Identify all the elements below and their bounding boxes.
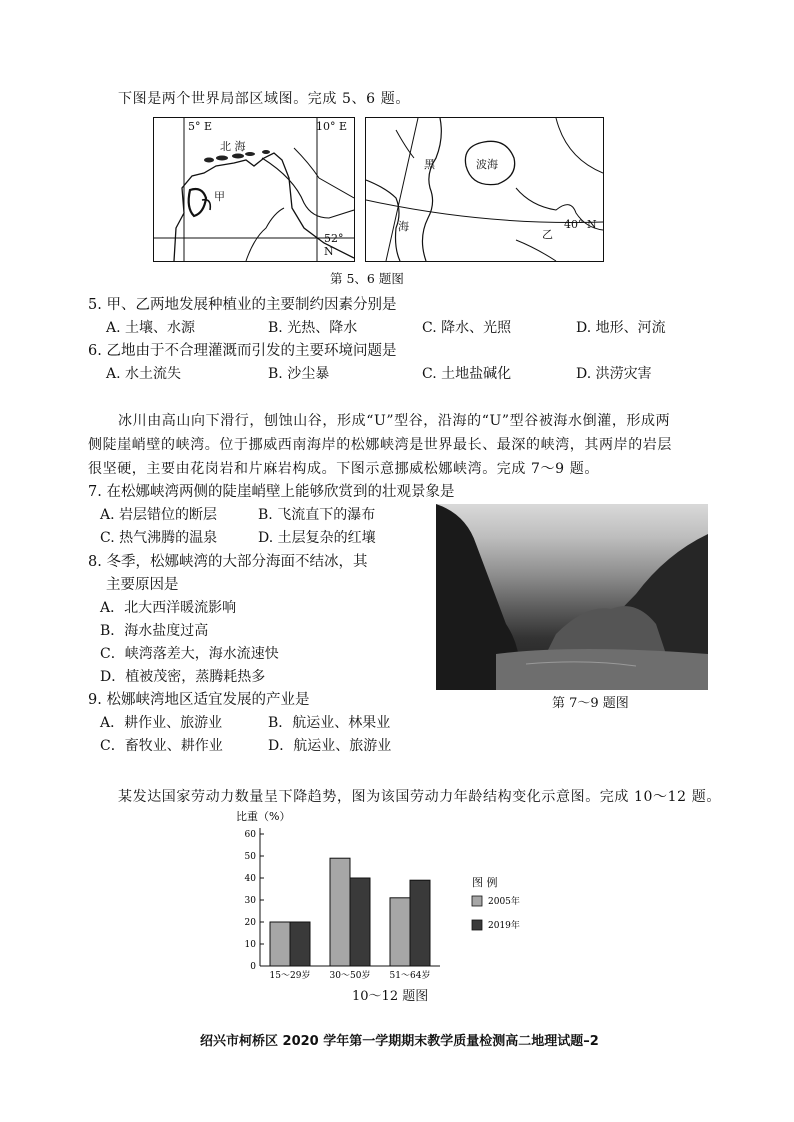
map1-lat-label: 52° N	[324, 232, 344, 258]
section2-intro-line3: 很坚硬，主要由花岗岩和片麻岩构成。下图示意挪威松娜峡湾。完成 7～9 题。	[88, 461, 599, 477]
chart-bar	[270, 922, 290, 966]
q8-option-d[interactable]: D．植被茂密，蒸腾耗热多	[100, 669, 266, 685]
map1-lon-label: 5° E	[188, 120, 213, 133]
q7-stem: 7. 在松娜峡湾两侧的陡崖峭壁上能够欣赏到的壮观景象是	[88, 484, 455, 500]
chart-y-tick-label: 50	[244, 852, 256, 862]
chart-caption: 10～12 题图	[352, 989, 429, 1004]
photo-caption: 第 7～9 题图	[552, 696, 629, 711]
chart-y-tick-label: 20	[244, 918, 256, 928]
q5-option-c[interactable]: C. 降水、光照	[422, 320, 512, 336]
page-footer: 绍兴市柯桥区 2020 学年第一学期期末教学质量检测高二地理试题–2	[200, 1034, 599, 1049]
chart-y-tick-label: 10	[244, 940, 256, 950]
chart-x-tick-label: 30～50岁	[329, 971, 371, 981]
q5-stem: 5. 甲、乙两地发展种植业的主要制约因素分别是	[88, 297, 397, 313]
chart-legend-label: 2019年	[488, 921, 520, 931]
chart-x-tick-label: 51～64岁	[389, 971, 431, 981]
q9-stem: 9. 松娜峡湾地区适宜发展的产业是	[88, 692, 310, 708]
fjord-photo-drawing	[436, 504, 708, 690]
chart-y-tick-label: 0	[250, 962, 256, 972]
q8-stem-line2: 主要原因是	[106, 577, 179, 593]
chart-legend-swatch	[472, 920, 482, 930]
chart-bar	[350, 878, 370, 966]
chart-y-tick-label: 30	[244, 896, 256, 906]
fjord-photo	[436, 504, 708, 690]
q8-option-a[interactable]: A．北大西洋暖流影响	[100, 600, 237, 616]
map1-place-label: 甲	[214, 190, 225, 203]
map2-lake-label: 波海	[476, 158, 498, 171]
section1-intro: 下图是两个世界局部区域图。完成 5、6 题。	[118, 91, 410, 107]
chart-bar	[290, 922, 310, 966]
q6-option-a[interactable]: A. 水土流失	[106, 366, 182, 382]
q9-option-b[interactable]: B．航运业、林果业	[268, 715, 391, 731]
map2-place-label: 乙	[542, 228, 553, 241]
map1-sea-label: 北 海	[220, 140, 246, 153]
q8-option-b[interactable]: B．海水盐度过高	[100, 623, 209, 639]
section2-intro-line2: 侧陡崖峭壁的峡湾。位于挪威西南海岸的松娜峡湾是世界最长、最深的峡湾，其两岸的岩层	[88, 437, 672, 453]
chart-legend-title: 图 例	[472, 876, 498, 889]
chart-legend-label: 2005年	[488, 897, 520, 907]
chart-bar	[410, 880, 430, 966]
map1-lon2-label: 10° E	[316, 120, 348, 133]
q7-option-c[interactable]: C. 热气沸腾的温泉	[100, 530, 218, 546]
q6-option-b[interactable]: B. 沙尘暴	[268, 366, 330, 382]
q8-option-c[interactable]: C．峡湾落差大，海水流速快	[100, 646, 279, 662]
map-left	[153, 117, 355, 262]
map2-sea-label: 黑	[424, 158, 435, 171]
q6-option-d[interactable]: D. 洪涝灾害	[576, 366, 652, 382]
q5-option-a[interactable]: A. 土壤、水源	[106, 320, 196, 336]
map-right	[365, 117, 604, 262]
maps-caption: 第 5、6 题图	[330, 271, 404, 286]
map2-lat-label: 40° N	[564, 218, 597, 231]
q6-stem: 6. 乙地由于不合理灌溉而引发的主要环境问题是	[88, 343, 397, 359]
chart-x-tick-label: 15～29岁	[269, 971, 311, 981]
q6-option-c[interactable]: C. 土地盐碱化	[422, 366, 512, 382]
q9-option-d[interactable]: D．航运业、旅游业	[268, 738, 392, 754]
age-structure-chart	[230, 808, 530, 1008]
q5-option-d[interactable]: D. 地形、河流	[576, 320, 666, 336]
map2-sea-label-2: 海	[398, 220, 409, 233]
chart-bar	[390, 898, 410, 966]
q5-option-b[interactable]: B. 光热、降水	[268, 320, 358, 336]
chart-y-tick-label: 40	[244, 874, 256, 884]
q7-option-b[interactable]: B. 飞流直下的瀑布	[258, 507, 376, 523]
q7-option-d[interactable]: D. 土层复杂的红壤	[258, 530, 376, 546]
chart-bar	[330, 858, 350, 966]
map-right-drawing	[366, 118, 603, 261]
chart-legend-swatch	[472, 896, 482, 906]
chart-ylabel: 比重（%）	[236, 810, 291, 823]
q9-option-c[interactable]: C．畜牧业、耕作业	[100, 738, 223, 754]
q7-option-a[interactable]: A. 岩层错位的断层	[100, 507, 218, 523]
q9-option-a[interactable]: A．耕作业、旅游业	[100, 715, 223, 731]
section3-intro: 某发达国家劳动力数量呈下降趋势，图为该国劳动力年龄结构变化示意图。完成 10～12 题。	[118, 789, 721, 805]
q8-stem-line1: 8. 冬季，松娜峡湾的大部分海面不结冰，其	[88, 554, 368, 570]
chart-y-tick-label: 60	[244, 830, 256, 840]
section2-intro-line1: 冰川由高山向下滑行，刨蚀山谷，形成“U”型谷，沿海的“U”型谷被海水倒灌，形成两	[118, 413, 671, 429]
